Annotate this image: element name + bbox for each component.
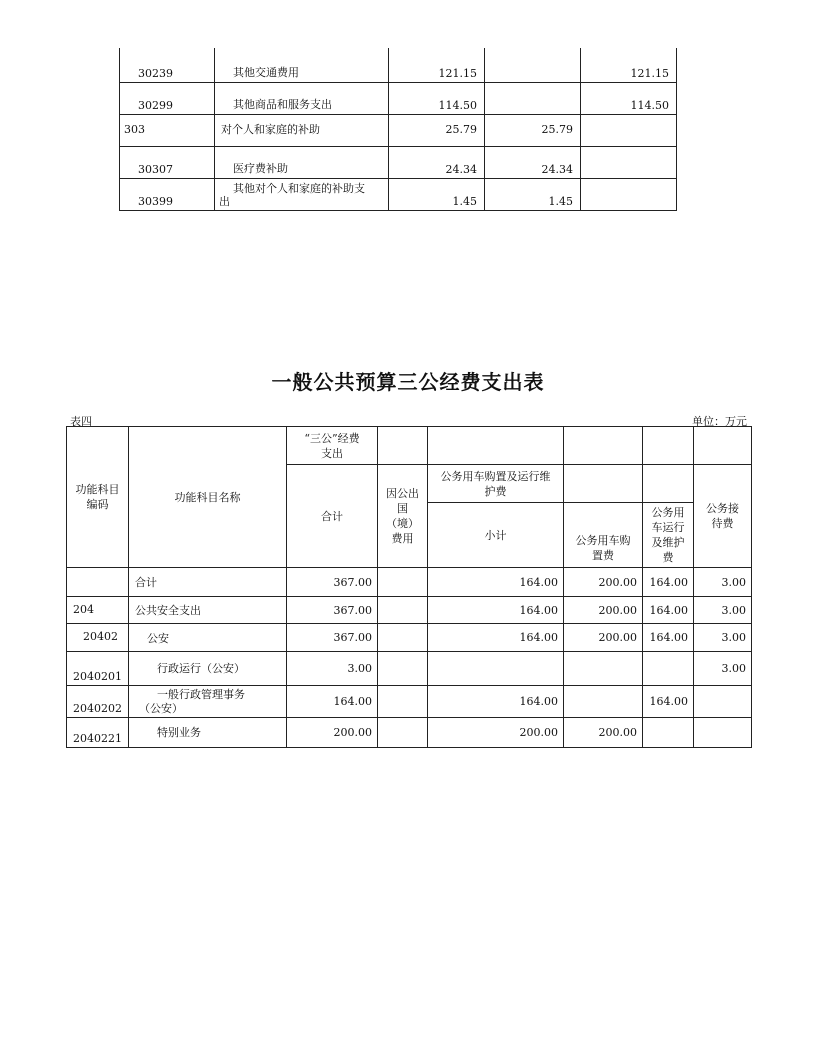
row-name-line1: 一般行政管理事务 — [157, 687, 245, 701]
row-code: 2040201 — [67, 652, 129, 686]
header-empty — [694, 427, 752, 465]
header-sangong — [287, 427, 378, 465]
header-vehicle-purchase-line1: 公务用车购 — [575, 534, 631, 547]
sangong-expense-table — [66, 426, 752, 748]
table-row — [120, 146, 677, 178]
header-vehicle-operation-line2: 车运行 — [651, 521, 685, 534]
unit-label: 单位：万元 — [692, 415, 747, 428]
row-total: 367.00 — [287, 597, 378, 624]
row-total: 367.00 — [287, 624, 378, 652]
header-reception — [694, 465, 752, 568]
header-func-code-line1: 功能科目 — [75, 483, 120, 496]
row-basic — [485, 48, 581, 82]
row-code: 2040202 — [67, 686, 129, 718]
header-sangong-line2: 支出 — [321, 447, 343, 460]
row-abroad — [378, 597, 428, 624]
row-total: 114.50 — [389, 82, 485, 114]
row-reception: 3.00 — [694, 624, 752, 652]
table-row — [67, 718, 752, 748]
row-abroad — [378, 686, 428, 718]
row-total: 24.34 — [389, 146, 485, 178]
row-purchase: 200.00 — [564, 597, 643, 624]
header-reception-line2: 待费 — [711, 517, 734, 530]
row-name — [129, 686, 287, 718]
header-abroad — [378, 465, 428, 568]
table-row — [120, 178, 677, 210]
row-code: 30239 — [120, 48, 215, 82]
row-code: 30307 — [120, 146, 215, 178]
row-name: 对个人和家庭的补助 — [215, 114, 389, 146]
header-reception-line1: 公务接 — [706, 502, 739, 515]
row-abroad — [378, 652, 428, 686]
header-vehicle-operation-line1: 公务用 — [651, 506, 685, 519]
row-total: 25.79 — [389, 114, 485, 146]
row-basic: 1.45 — [485, 178, 581, 210]
row-code: 30399 — [120, 178, 215, 210]
header-vehicle — [428, 465, 564, 503]
header-vehicle-line1: 公务用车购置及运行维 — [440, 470, 551, 483]
continuation-table — [119, 48, 677, 211]
row-code: 303 — [120, 114, 215, 146]
row-name: 特别业务 — [129, 718, 287, 748]
row-operation: 164.00 — [643, 686, 694, 718]
header-func-code-line2: 编码 — [86, 498, 109, 511]
header-func-code — [67, 427, 129, 568]
row-name — [215, 178, 389, 210]
header-abroad-line2: 国 — [397, 502, 408, 515]
row-purchase: 200.00 — [564, 624, 643, 652]
header-vehicle-operation-line3: 及维护 — [651, 536, 685, 549]
row-subtotal: 164.00 — [428, 624, 564, 652]
header-vehicle-purchase — [564, 503, 643, 568]
row-name: 医疗费补助 — [215, 146, 389, 178]
row-operation: 164.00 — [643, 568, 694, 597]
table-row — [67, 624, 752, 652]
row-purchase — [564, 652, 643, 686]
table-label: 表四 — [70, 415, 92, 428]
row-name-line2: 出 — [219, 194, 230, 208]
row-abroad — [378, 568, 428, 597]
row-subtotal — [428, 652, 564, 686]
row-name: 其他商品和服务支出 — [215, 82, 389, 114]
row-basic: 25.79 — [485, 114, 581, 146]
header-empty — [564, 427, 643, 465]
row-project: 114.50 — [581, 82, 677, 114]
header-empty — [428, 427, 564, 465]
row-total: 200.00 — [287, 718, 378, 748]
row-basic — [485, 82, 581, 114]
row-name: 公安 — [129, 624, 287, 652]
row-name: 合计 — [129, 568, 287, 597]
header-empty — [643, 427, 694, 465]
row-code: 20402 — [67, 624, 129, 652]
row-project — [581, 146, 677, 178]
row-reception: 3.00 — [694, 568, 752, 597]
table-row — [67, 568, 752, 597]
header-sangong-line1: “三公”经费 — [304, 432, 360, 445]
row-operation — [643, 718, 694, 748]
row-abroad — [378, 718, 428, 748]
row-operation: 164.00 — [643, 624, 694, 652]
row-code: 2040221 — [67, 718, 129, 748]
row-code: 204 — [67, 597, 129, 624]
row-name: 其他交通费用 — [215, 48, 389, 82]
header-empty — [378, 427, 428, 465]
row-project — [581, 178, 677, 210]
row-purchase: 200.00 — [564, 718, 643, 748]
row-abroad — [378, 624, 428, 652]
row-operation: 164.00 — [643, 597, 694, 624]
header-vehicle-operation-line4: 费 — [662, 551, 674, 564]
row-reception: 3.00 — [694, 652, 752, 686]
row-subtotal: 164.00 — [428, 597, 564, 624]
row-basic: 24.34 — [485, 146, 581, 178]
row-reception: 3.00 — [694, 597, 752, 624]
row-operation — [643, 652, 694, 686]
table-row — [120, 114, 677, 146]
header-row — [67, 427, 752, 465]
table-row — [67, 597, 752, 624]
header-subtotal: 小计 — [428, 503, 564, 568]
table-row — [120, 48, 677, 82]
row-total: 164.00 — [287, 686, 378, 718]
header-total: 合计 — [287, 465, 378, 568]
header-empty — [643, 465, 694, 503]
header-abroad-line4: 费用 — [391, 532, 414, 545]
header-abroad-line1: 因公出 — [386, 487, 419, 500]
header-vehicle-line2: 护费 — [484, 485, 507, 498]
row-total: 367.00 — [287, 568, 378, 597]
row-total: 3.00 — [287, 652, 378, 686]
header-vehicle-operation — [643, 503, 694, 568]
row-project: 121.15 — [581, 48, 677, 82]
row-total: 121.15 — [389, 48, 485, 82]
table-row — [120, 82, 677, 114]
header-func-name: 功能科目名称 — [129, 427, 287, 568]
row-reception — [694, 718, 752, 748]
row-name-line1: 其他对个人和家庭的补助支 — [233, 181, 365, 195]
row-subtotal: 200.00 — [428, 718, 564, 748]
row-code — [67, 568, 129, 597]
row-name: 公共安全支出 — [129, 597, 287, 624]
row-reception — [694, 686, 752, 718]
row-total: 1.45 — [389, 178, 485, 210]
row-project — [581, 114, 677, 146]
row-code: 30299 — [120, 82, 215, 114]
row-name-line2: （公安） — [139, 701, 183, 715]
header-vehicle-purchase-line2: 置费 — [592, 549, 614, 562]
row-subtotal: 164.00 — [428, 686, 564, 718]
page-title: 一般公共预算三公经费支出表 — [271, 370, 545, 394]
table-row — [67, 652, 752, 686]
table-row — [67, 686, 752, 718]
header-empty — [564, 465, 643, 503]
row-purchase — [564, 686, 643, 718]
row-name: 行政运行（公安） — [129, 652, 287, 686]
header-abroad-line3: （境） — [386, 517, 419, 530]
row-purchase: 200.00 — [564, 568, 643, 597]
row-subtotal: 164.00 — [428, 568, 564, 597]
